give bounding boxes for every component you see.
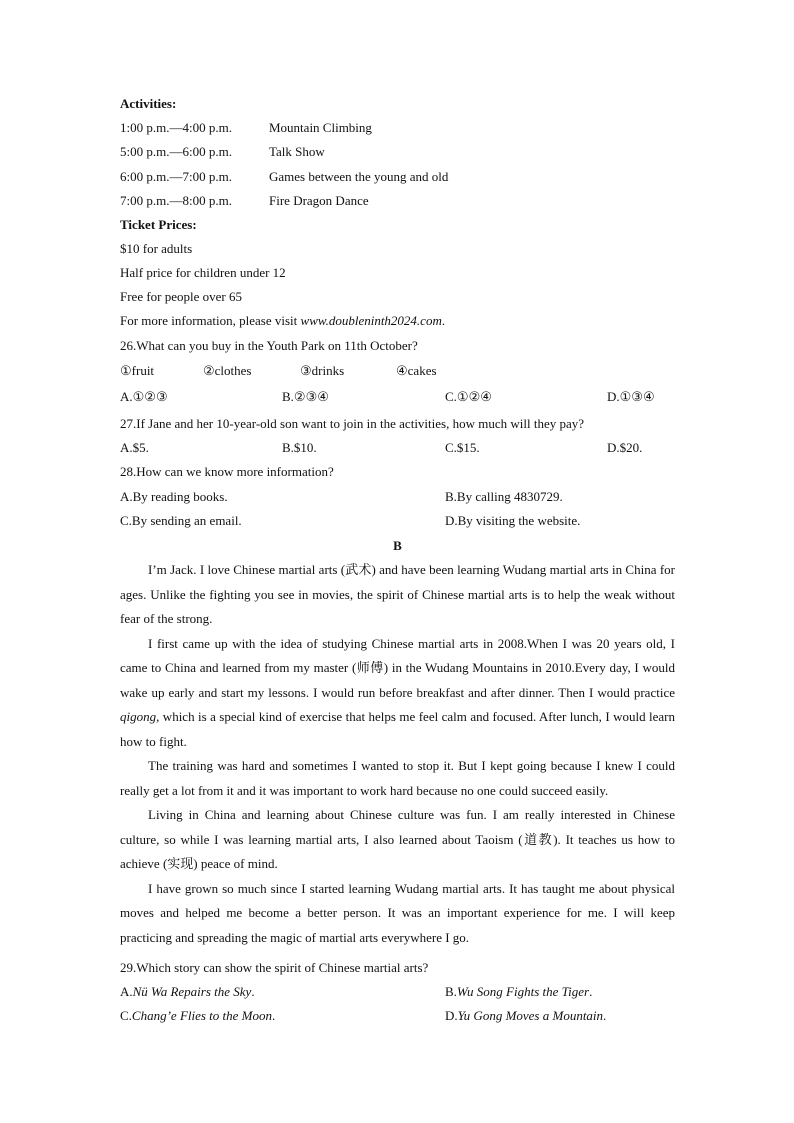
passage-paragraph: I first came up with the idea of studying Chinese martial arts in 2008.When I was 20 years old, I came to China and learned from my master (师傅) in the Wudang Mountains in 2010.Every day, I would wake up early and start my lessons. I would run before breakfast and after dinner. Then I would practice qigong, which is a special kind of exercise that helps me feel calm and focused. After lunch, I would learn how to fight. <box>120 635 675 749</box>
activity-event: Mountain Climbing <box>269 120 372 135</box>
question-26: 26.What can you buy in the Youth Park on 11th October? <box>120 338 418 353</box>
section-b-heading: B <box>393 538 402 553</box>
passage-b <box>120 558 675 950</box>
activity-time: 7:00 p.m.—8:00 p.m. <box>120 193 232 208</box>
q26-item: ②clothes <box>203 363 252 378</box>
answer-option: C.$15. <box>445 440 480 455</box>
answer-option: A.By reading books. <box>120 489 228 504</box>
passage-paragraph: The training was hard and sometimes I wanted to stop it. But I kept going because I knew I could really get a lot from it and it was important to work hard because no one could succeed easily. <box>120 758 675 798</box>
answer-option: C.By sending an email. <box>120 513 242 528</box>
answer-option: B.②③④ <box>282 389 329 404</box>
activity-row <box>120 120 372 136</box>
activity-row <box>120 193 369 209</box>
answer-option: B.By calling 4830729. <box>445 489 563 504</box>
activity-event: Fire Dragon Dance <box>269 193 369 208</box>
answer-option: D.$20. <box>607 440 643 455</box>
q26-item: ③drinks <box>300 363 345 378</box>
answer-option: D.①③④ <box>607 389 655 404</box>
q26-item: ④cakes <box>396 363 437 378</box>
ticket-prices-heading: Ticket Prices: <box>120 217 197 232</box>
more-info-line <box>120 313 445 329</box>
answer-option: A.①②③ <box>120 389 168 404</box>
activity-row <box>120 144 325 160</box>
more-info-suffix: . <box>441 313 446 328</box>
answer-option: D.Yu Gong Moves a Mountain. <box>445 1008 607 1023</box>
answer-option: B.Wu Song Fights the Tiger. <box>445 984 593 999</box>
q26-item: ①fruit <box>120 363 155 378</box>
passage-paragraph: I have grown so much since I started learning Wudang martial arts. It has taught me about physical moves and helped me become a better person. It was an important experience for me. I will keep practicing and spreading the magic of martial arts everywhere I go. <box>120 880 675 945</box>
answer-option: A.$5. <box>120 440 149 455</box>
answer-option: A.Nü Wa Repairs the Sky. <box>120 984 255 999</box>
activity-row <box>120 169 449 185</box>
activity-time: 6:00 p.m.—7:00 p.m. <box>120 169 232 184</box>
activity-event: Games between the young and old <box>269 169 449 184</box>
passage-paragraph: Living in China and learning about Chinese culture was fun. I am really interested in Chinese culture, so while I was learning martial arts, I also learned about Taoism (道教). It teaches us how to achieve (实现) peace of mind. <box>120 807 675 871</box>
question-29: 29.Which story can show the spirit of Chinese martial arts? <box>120 960 429 975</box>
answer-option: C.①②④ <box>445 389 492 404</box>
answer-option: C.Chang’e Flies to the Moon. <box>120 1008 276 1023</box>
ticket-line: Half price for children under 12 <box>120 265 286 280</box>
website-link[interactable]: www.doubleninth2024.com <box>300 313 442 328</box>
passage-paragraph: I’m Jack. I love Chinese martial arts (武术) and have been learning Wudang martial arts in China for ages. Unlike the fighting you see in movies, the spirit of Chinese martial arts is to help the weak without fear of the strong. <box>120 562 675 626</box>
more-info-prefix: For more information, please visit <box>120 313 301 328</box>
answer-option: D.By visiting the website. <box>445 513 581 528</box>
question-27: 27.If Jane and her 10-year-old son want to join in the activities, how much will they pay? <box>120 416 585 431</box>
question-28: 28.How can we know more information? <box>120 464 334 479</box>
answer-option: B.$10. <box>282 440 317 455</box>
ticket-line: $10 for adults <box>120 241 193 256</box>
activity-time: 5:00 p.m.—6:00 p.m. <box>120 144 232 159</box>
activities-heading: Activities: <box>120 96 177 111</box>
activity-time: 1:00 p.m.—4:00 p.m. <box>120 120 232 135</box>
ticket-line: Free for people over 65 <box>120 289 243 304</box>
activity-event: Talk Show <box>269 144 325 159</box>
